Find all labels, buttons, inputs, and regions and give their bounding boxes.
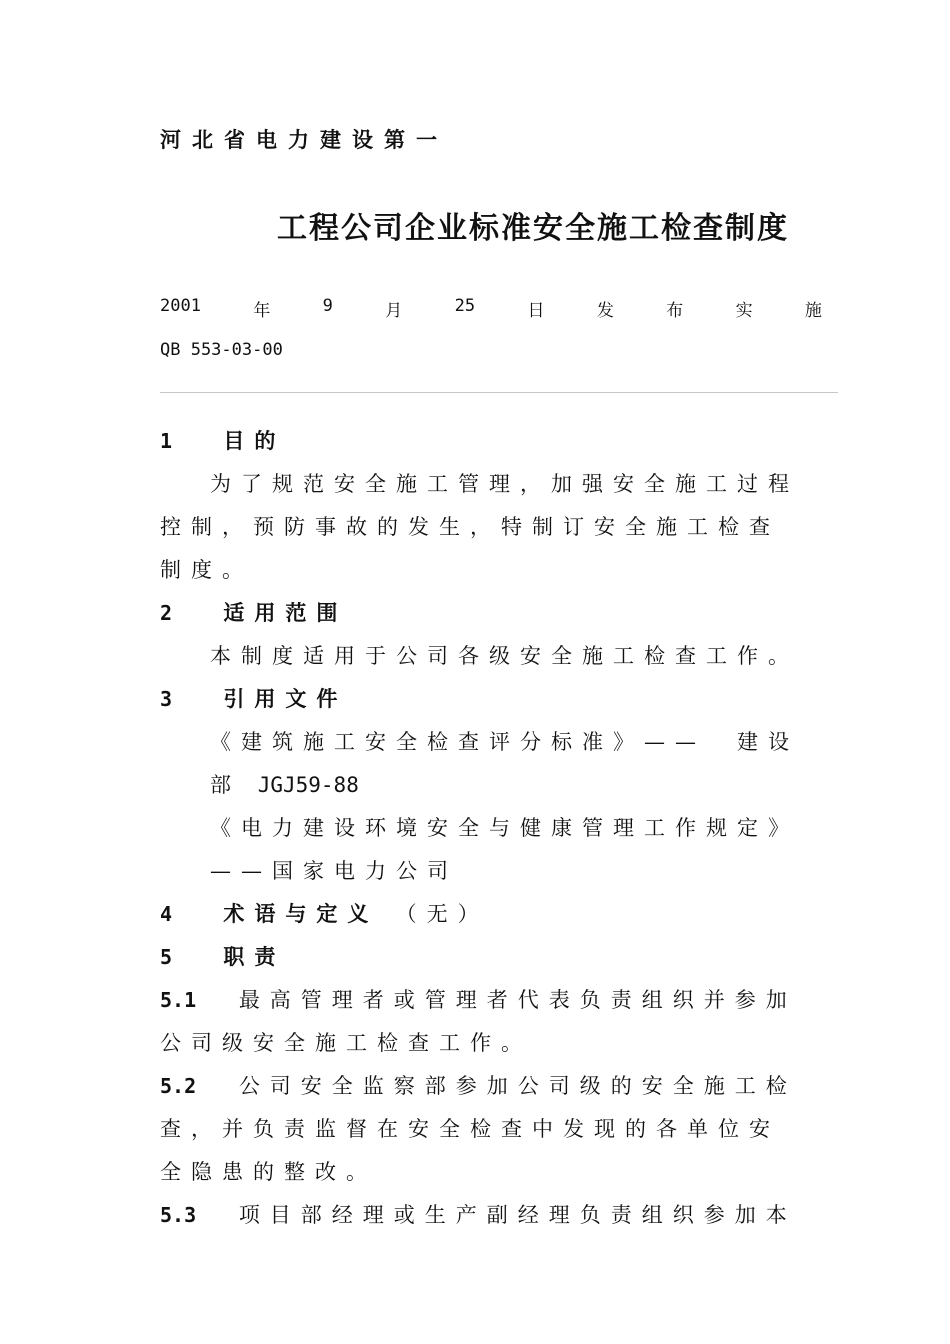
clause-5-3 <box>160 1199 797 1229</box>
paragraph-line: 查，并负责监督在安全检查中发现的各单位安 <box>160 1117 780 1141</box>
section-number: 1 <box>160 429 173 453</box>
standard-code: QB 553-03-00 <box>160 340 283 360</box>
divider <box>160 392 838 393</box>
date-token: 25 <box>454 296 476 316</box>
clause-5-1 <box>160 984 797 1014</box>
section-title: 目的 <box>223 429 286 453</box>
reference-line: 《建筑施工安全检查评分标准》—— 建设 <box>210 730 799 754</box>
date-token: 发 <box>596 301 614 321</box>
clause-number: 5.1 <box>160 988 197 1012</box>
section-4-heading <box>160 898 489 928</box>
section-title: 引用文件 <box>223 687 348 711</box>
section-1-heading <box>160 425 285 455</box>
section-number: 5 <box>160 945 173 969</box>
issue-date-line <box>160 296 822 321</box>
section-number: 4 <box>160 902 173 926</box>
document-title: 工程公司企业标准安全施工检查制度 <box>277 211 789 246</box>
paragraph-line: 制度。 <box>160 558 253 582</box>
text-line: 为了规范安全施工管理，加强安全施工过程 <box>210 472 799 496</box>
section-5-heading <box>160 941 285 971</box>
date-token: 施 <box>804 301 822 321</box>
paragraph-line: 控制，预防事故的发生，特制订安全施工检查 <box>160 515 780 539</box>
section-3-heading <box>160 683 347 713</box>
section-title: 适用范围 <box>223 601 348 625</box>
paragraph-line: 本制度适用于公司各级安全施工检查工作。 <box>210 644 799 668</box>
paragraph-line: 全隐患的整改。 <box>160 1160 377 1184</box>
text-line: 项目部经理或生产副经理负责组织参加本 <box>238 1203 797 1227</box>
organization-name: 河北省电力建设第一 <box>160 128 448 152</box>
date-token: 实 <box>735 301 753 321</box>
clause-number: 5.2 <box>160 1074 197 1098</box>
reference-line: 《电力建设环境安全与健康管理工作规定》 <box>210 816 799 840</box>
date-token: 9 <box>322 296 333 316</box>
clause-5-2 <box>160 1070 797 1100</box>
text-fragment: 部 <box>210 773 241 797</box>
clause-number: 5.3 <box>160 1203 197 1227</box>
standard-number: JGJ59-88 <box>257 773 359 797</box>
date-token: 月 <box>385 301 403 321</box>
date-token: 年 <box>253 301 271 321</box>
section-2-heading <box>160 597 347 627</box>
section-title: 术语与定义 <box>223 902 379 926</box>
text-line: 最高管理者或管理者代表负责组织并参加 <box>238 988 797 1012</box>
paragraph-line: 公司级安全施工检查工作。 <box>160 1031 532 1055</box>
reference-line: ——国家电力公司 <box>210 859 458 883</box>
section-title: 职责 <box>223 945 286 969</box>
date-token: 布 <box>666 301 684 321</box>
date-token: 日 <box>527 301 545 321</box>
section-number: 3 <box>160 687 173 711</box>
date-token: 2001 <box>160 296 201 316</box>
section-note: （无） <box>395 902 489 926</box>
reference-line <box>210 769 359 799</box>
section-number: 2 <box>160 601 173 625</box>
paragraph-line <box>210 468 822 498</box>
text-line: 公司安全监察部参加公司级的安全施工检 <box>238 1074 797 1098</box>
